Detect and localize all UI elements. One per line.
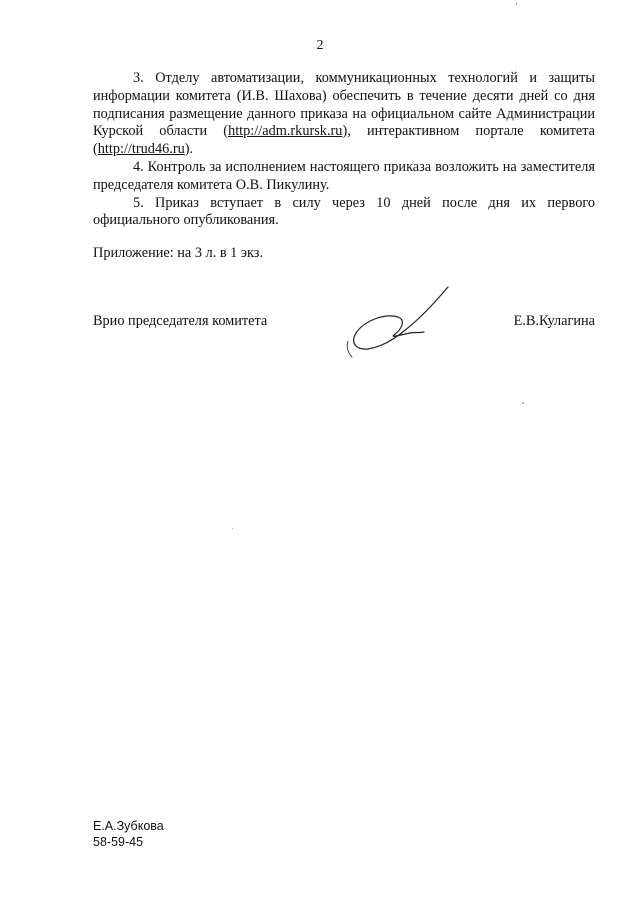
paragraph-4: 4. Контроль за исполнением настоящего приказа возложить на заместителя председателя комитета О.В. Пикулину.: [93, 158, 595, 193]
paragraph-3-text-start: 3. Отделу автоматизации, коммуникационных технологий и защиты информации комитета (И.В. Шахова) обеспечить в течение десяти дней со дня подписания размещение данного приказа на официальном сайте Администрации Курской области (: [93, 70, 595, 140]
adm-rkursk-link[interactable]: http://adm.rkursk.ru: [228, 123, 343, 140]
paragraph-3-text-middle: ), интерактивном портале комитета (: [93, 123, 596, 158]
trud46-link[interactable]: http://trud46.ru: [97, 141, 185, 158]
scan-speck: [232, 528, 233, 529]
appendix-note: Приложение: на 3 л. в 1 экз.: [93, 245, 264, 261]
paragraph-5: 5. Приказ вступает в силу через 10 дней после дня их первого официального опубликования.: [93, 194, 595, 229]
executor-name: Е.А.Зубкова: [93, 819, 164, 833]
paragraph-3: [93, 70, 595, 159]
signatory-title: Врио председателя комитета: [93, 313, 268, 329]
document-body: [93, 70, 595, 230]
page-number: 2: [316, 38, 324, 53]
scan-speck: [522, 402, 524, 404]
paragraph-3-text-end: ).: [184, 141, 194, 158]
scan-speck: [516, 2, 517, 5]
executor-block: [93, 818, 164, 850]
signatory-name: Е.В.Кулагина: [513, 313, 595, 329]
handwritten-signature: [340, 283, 460, 363]
executor-phone: 58-59-45: [93, 835, 144, 849]
